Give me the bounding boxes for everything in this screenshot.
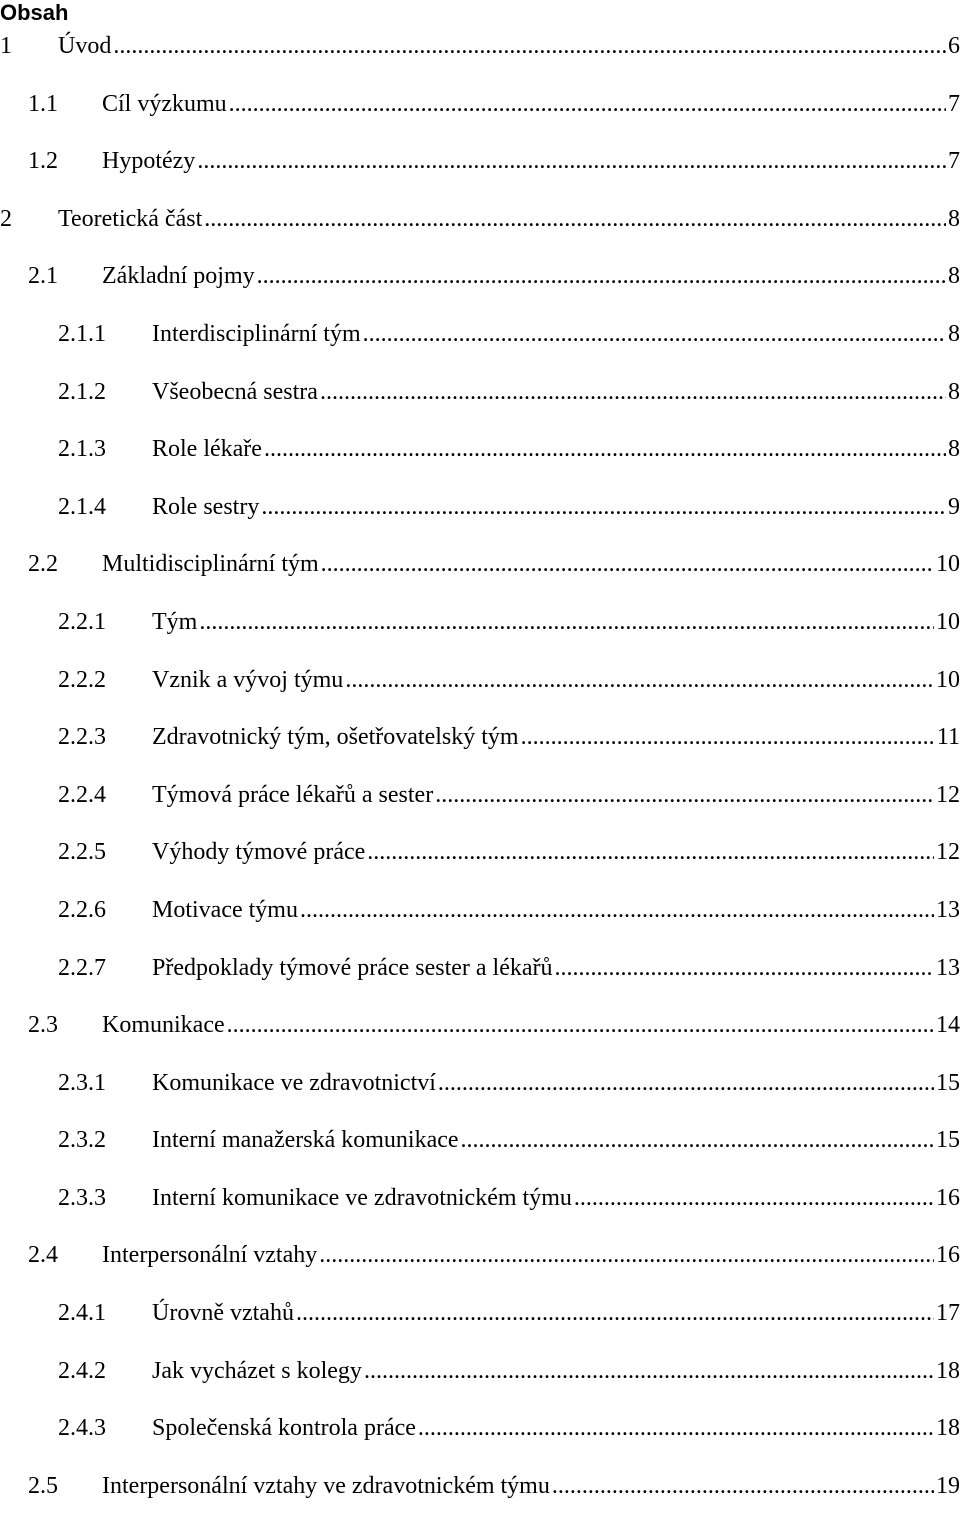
dot-leader <box>321 549 934 579</box>
toc-entry-number: 2.4.1 <box>58 1300 106 1327</box>
dot-leader <box>204 204 946 234</box>
toc-entry-label: Výhody týmové práce <box>152 839 366 866</box>
toc-entry-label: Interpersonální vztahy ve zdravotnickém týmu <box>102 1472 550 1499</box>
toc-entry-page: 13 <box>936 954 960 981</box>
toc-entry[interactable] <box>0 191 960 249</box>
toc-entry-number: 2.3.1 <box>58 1069 106 1096</box>
toc-entry-label: Interní manažerská komunikace <box>152 1127 459 1154</box>
toc-entry-page: 12 <box>936 839 960 866</box>
toc-entry-number: 2.4 <box>28 1242 58 1269</box>
toc-entry-number: 2.2.3 <box>58 724 106 751</box>
toc-entry-label: Komunikace <box>102 1012 225 1039</box>
dot-leader <box>296 1298 934 1328</box>
toc-entry-page: 19 <box>936 1472 960 1499</box>
toc-entry-number: 2 <box>0 205 12 232</box>
toc-entry-number: 2.1.3 <box>58 436 106 463</box>
toc-entry[interactable] <box>0 306 960 364</box>
toc-entry-label: Hypotézy <box>102 148 196 175</box>
toc-entry[interactable] <box>0 248 960 306</box>
toc-entry-page: 14 <box>936 1012 960 1039</box>
dot-leader <box>521 722 935 752</box>
toc-entry[interactable] <box>0 1458 960 1515</box>
toc-entry-page: 10 <box>936 551 960 578</box>
toc-entry-label: Teoretická část <box>58 205 203 232</box>
toc-entry-label: Tým <box>152 608 198 635</box>
toc-entry-number: 2.2.5 <box>58 839 106 866</box>
toc-entry-page: 8 <box>948 320 960 347</box>
toc-entry-label: Předpoklady týmové práce sester a lékařů <box>152 954 553 981</box>
toc-entry-label: Cíl výzkumu <box>102 90 227 117</box>
toc-entry-label: Vznik a vývoj týmu <box>152 666 344 693</box>
toc-entry-label: Multidisciplinární tým <box>102 551 319 578</box>
dot-leader <box>320 377 946 407</box>
toc-entry-page: 11 <box>936 724 960 751</box>
dot-leader <box>364 1356 934 1386</box>
dot-leader <box>229 89 946 119</box>
toc-entry-page: 8 <box>948 436 960 463</box>
toc-entry[interactable] <box>0 824 960 882</box>
toc-entry[interactable] <box>0 1343 960 1401</box>
dot-leader <box>461 1125 934 1155</box>
toc-entry-label: Týmová práce lékařů a sester <box>152 781 434 808</box>
toc-entry[interactable] <box>0 1227 960 1285</box>
dot-leader <box>300 895 934 925</box>
toc-entry-page: 6 <box>948 33 960 59</box>
toc-entry-label: Úvod <box>58 33 112 59</box>
dot-leader <box>261 492 946 522</box>
toc-entry[interactable] <box>0 1112 960 1170</box>
toc-entry[interactable] <box>0 767 960 825</box>
toc-entry-number: 2.2.4 <box>58 781 106 808</box>
dot-leader <box>435 780 934 810</box>
toc-entry-number: 2.2.7 <box>58 954 106 981</box>
toc-entry[interactable] <box>0 709 960 767</box>
toc-entry[interactable] <box>0 1285 960 1343</box>
toc-entry-page: 13 <box>936 896 960 923</box>
toc-entry-page: 16 <box>936 1184 960 1211</box>
toc-entry[interactable] <box>0 364 960 422</box>
toc-entry[interactable] <box>0 1400 960 1458</box>
toc-entry-label: Zdravotnický tým, ošetřovatelský tým <box>152 724 519 751</box>
toc-entry[interactable] <box>0 479 960 537</box>
toc-entry-label: Role sestry <box>152 493 260 520</box>
dot-leader <box>438 1068 934 1098</box>
toc-entry-page: 12 <box>936 781 960 808</box>
toc-entry-page: 15 <box>936 1127 960 1154</box>
toc-entry[interactable] <box>0 421 960 479</box>
toc-entry-label: Interní komunikace ve zdravotnickém týmu <box>152 1184 572 1211</box>
toc-entry-number: 2.3.3 <box>58 1184 106 1211</box>
toc-entry-label: Komunikace ve zdravotnictví <box>152 1069 436 1096</box>
toc-entry-label: Společenská kontrola práce <box>152 1415 416 1442</box>
toc-entry-number: 2.2.2 <box>58 666 106 693</box>
toc-entry-number: 1.1 <box>28 90 58 117</box>
toc-entry-label: Interdisciplinární tým <box>152 320 361 347</box>
dot-leader <box>418 1413 934 1443</box>
toc-entry-page: 16 <box>936 1242 960 1269</box>
toc-entry-number: 2.1 <box>28 263 58 290</box>
toc-entry-page: 8 <box>948 205 960 232</box>
toc-entry-page: 10 <box>936 608 960 635</box>
toc-entry[interactable] <box>0 940 960 998</box>
toc-entry[interactable] <box>0 536 960 594</box>
dot-leader <box>367 837 934 867</box>
dot-leader <box>197 146 946 176</box>
toc-entry-page: 17 <box>936 1300 960 1327</box>
toc-entry-label: Jak vycházet s kolegy <box>152 1357 362 1384</box>
toc-entry-number: 2.2.6 <box>58 896 106 923</box>
toc-entry[interactable] <box>0 594 960 652</box>
toc-entry-number: 1.2 <box>28 148 58 175</box>
dot-leader <box>227 1010 934 1040</box>
toc-entry-label: Základní pojmy <box>102 263 255 290</box>
toc-entry-number: 2.4.3 <box>58 1415 106 1442</box>
dot-leader <box>574 1183 934 1213</box>
toc-title: Obsah <box>0 0 69 25</box>
toc-entry[interactable] <box>0 18 960 76</box>
toc-entry[interactable] <box>0 997 960 1055</box>
toc-entry[interactable] <box>0 133 960 191</box>
toc-entry-label: Úrovně vztahů <box>152 1300 294 1327</box>
toc-entry-page: 9 <box>948 493 960 520</box>
toc-entry-page: 18 <box>936 1415 960 1442</box>
toc-entry-label: Motivace týmu <box>152 896 298 923</box>
dot-leader <box>555 953 934 983</box>
toc-entry-number: 2.1.2 <box>58 378 106 405</box>
toc-entry-number: 2.4.2 <box>58 1357 106 1384</box>
toc-entry[interactable] <box>0 1170 960 1228</box>
toc-entry[interactable] <box>0 1055 960 1113</box>
toc-entry[interactable] <box>0 882 960 940</box>
toc-entry-number: 2.1.1 <box>58 320 106 347</box>
toc-entry-number: 2.3 <box>28 1012 58 1039</box>
dot-leader <box>264 434 946 464</box>
toc-entry-page: 8 <box>948 263 960 290</box>
toc-entry-number: 2.1.4 <box>58 493 106 520</box>
toc-entry-page: 7 <box>948 90 960 117</box>
toc-entry[interactable] <box>0 76 960 134</box>
dot-leader <box>345 665 934 695</box>
toc-entry-number: 2.5 <box>28 1472 58 1499</box>
toc-entry-number: 2.2 <box>28 551 58 578</box>
toc-entry-page: 18 <box>936 1357 960 1384</box>
toc-entry-page: 15 <box>936 1069 960 1096</box>
toc-entry[interactable] <box>0 652 960 710</box>
toc-entry-label: Role lékaře <box>152 436 262 463</box>
table-of-contents <box>0 18 960 1515</box>
dot-leader <box>257 261 946 291</box>
dot-leader <box>199 607 934 637</box>
dot-leader <box>319 1240 934 1270</box>
toc-entry-number: 2.2.1 <box>58 608 106 635</box>
toc-entry-page: 8 <box>948 378 960 405</box>
toc-entry-page: 7 <box>948 148 960 175</box>
toc-entry-page: 10 <box>936 666 960 693</box>
dot-leader <box>113 31 946 61</box>
toc-entry-number: 1 <box>0 33 12 59</box>
toc-entry-number: 2.3.2 <box>58 1127 106 1154</box>
toc-entry-label: Interpersonální vztahy <box>102 1242 318 1269</box>
toc-entry-label: Všeobecná sestra <box>152 378 318 405</box>
dot-leader <box>363 319 946 349</box>
dot-leader <box>552 1471 934 1501</box>
